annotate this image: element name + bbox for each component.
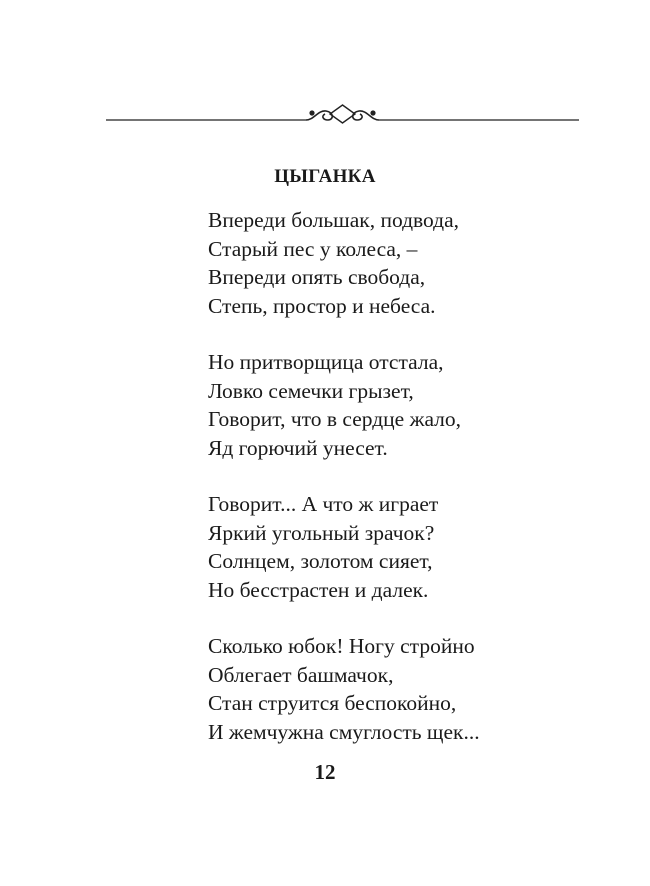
diamond-icon [330,105,355,123]
poem-line: Говорит... А что ж играет [208,492,439,516]
poem-line: Яд горючий унесет. [208,435,388,460]
scroll-right-dot [370,110,375,115]
poem-line: Ловко семечки грызет, [208,378,414,403]
poem-line: Стан струится беспокойно, [208,691,457,715]
poem-line: Степь, простор и небеса. [208,293,436,318]
poem-line: Старый пес у колеса, – [208,236,418,261]
stanza [208,490,608,604]
header-ornament-divider [106,100,579,130]
poem-title: ЦЫГАНКА [274,166,376,187]
poem-body [208,206,608,774]
poem-line: Облегает башмачок, [208,662,394,687]
poem-line: Сколько юбок! Ногу стройно [208,634,475,658]
stanza [208,632,608,746]
poem-line: Солнцем, золотом сияет, [208,549,433,573]
poem-line: Но притворщица отстала, [208,350,444,374]
poem-line: Говорит, что в сердце жало, [208,407,462,431]
poem-line: Яркий угольный зрачок? [208,520,435,545]
poem-line: Но бесстрастен и далек. [208,577,429,602]
stanza [208,348,608,462]
poem-line: И жемчужна смуглость щек... [208,719,480,744]
page-number: 12 [314,760,336,784]
poem-line: Впереди большак, подвода, [208,208,460,232]
scroll-left-dot [309,110,314,115]
poem-line: Впереди опять свобода, [208,265,426,289]
stanza [208,206,608,320]
